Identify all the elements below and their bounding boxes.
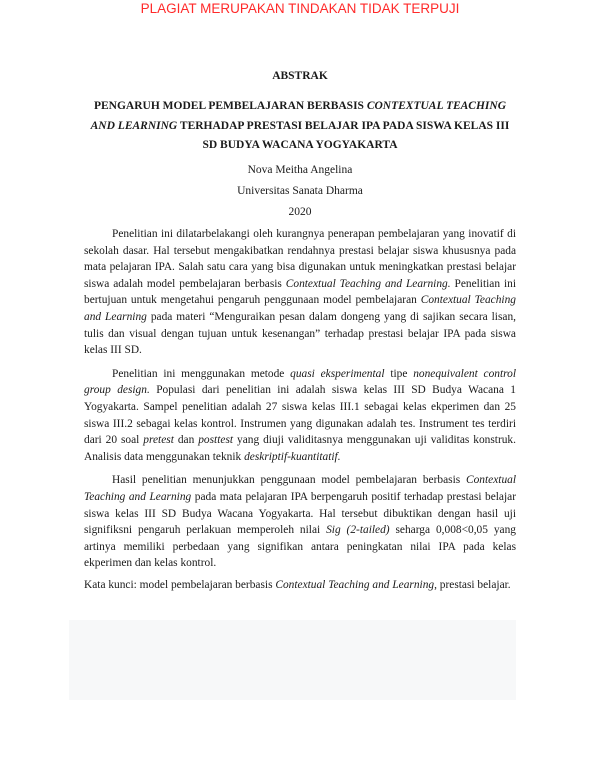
text: Yogyakarta. Sampel penelitian adalah 27 siswa kelas III.1 sebagai kelas ekperimen dan 25 [84, 400, 516, 413]
italic-text: Contextual Teaching [420, 294, 516, 307]
title-line-3: SD BUDYA WACANA YOGYAKARTA [202, 139, 398, 151]
keywords [84, 577, 516, 593]
text: seharga 0,008<0,05 yang [389, 524, 516, 537]
paragraph-line [84, 259, 516, 276]
thesis-title [0, 97, 600, 156]
text: yang diuji validitasnya menggunakan uji validitas konstruk. [233, 434, 516, 447]
abstract-body [84, 226, 516, 579]
paragraph-line [84, 366, 516, 383]
text: siswa III.2 sebagai kelas kontrol. Instrumen yang digunakan adalah tes. Instrument tes terdiri [84, 417, 516, 430]
text: kelas III SD. [84, 344, 142, 357]
title-text: TERHADAP PRESTASI BELAJAR IPA PADA SISWA KELAS III [177, 119, 510, 132]
text: Hasil penelitian menunjukkan penggunaan model pembelajaran berbasis [112, 474, 467, 487]
paragraph-line [84, 326, 516, 343]
italic-text: posttest [198, 434, 234, 447]
italic-text: Sig (2-tailed) [326, 524, 390, 537]
title-line-1 [0, 97, 600, 117]
text: pada materi “Menguraikan pesan dalam dongeng yang di sajikan secara lisan, [146, 310, 517, 323]
italic-text: and Learning [84, 310, 147, 323]
keywords-italic: Contextual Teaching and Learning [275, 579, 435, 591]
text: siswa kelas III SD Budya Wacana Yogyakarta. Hal tersebut dibuktikan dengan hasil uji [84, 507, 516, 520]
paragraph-line [84, 555, 516, 572]
italic-text: pretest [143, 434, 174, 447]
paragraph-line [84, 309, 516, 326]
paragraph-line [84, 449, 516, 466]
text: siswa adalah model pembelajaran berbasis [84, 277, 286, 290]
paragraph-line [84, 506, 516, 523]
abstract-paragraph [84, 472, 516, 572]
paragraph-line [84, 276, 516, 293]
italic-text: quasi eksperimental [290, 367, 385, 380]
paragraph-line [84, 539, 516, 556]
text: signifiksni pengaruh perlakuan memperoleh nilai [84, 524, 327, 537]
paragraph-line [84, 342, 516, 359]
text: bertujuan untuk mengetahui pengaruh penggunaan model pembelajaran [84, 294, 421, 307]
title-italic: AND LEARNING [90, 119, 178, 132]
abstract-heading: ABSTRAK [272, 70, 328, 82]
keywords-text: , prestasi belajar. [434, 579, 511, 591]
abstract-paragraph [84, 226, 516, 359]
paragraph-line [84, 432, 516, 449]
text: tulis dan visual dengan tujuan untuk kesenangan” terhadap prestasi belajar IPA pada siswa [84, 327, 516, 340]
text: mata pelajaran IPA. Salah satu cara yang bisa digunakan untuk meningkatkan prestasi belajar [84, 261, 516, 274]
paragraph-line [84, 489, 516, 506]
title-text: PENGARUH MODEL PEMBELAJARAN BERBASIS [93, 100, 367, 112]
text: ekperimen dan kelas kontrol. [84, 557, 217, 570]
text: dari 20 soal [84, 434, 144, 447]
italic-text: Teaching and Learning [84, 490, 192, 503]
paragraph-line [84, 416, 516, 433]
plagiarism-banner: PLAGIAT MERUPAKAN TINDAKAN TIDAK TERPUJI [140, 1, 460, 16]
italic-text: Contextual Teaching and Learning. [285, 277, 451, 290]
year: 2020 [288, 206, 312, 218]
italic-text: Contextual [466, 474, 516, 487]
paragraph-line [84, 382, 516, 399]
university-name: Universitas Sanata Dharma [237, 185, 363, 197]
title-italic: CONTEXTUAL TEACHING [366, 100, 507, 112]
placeholder-box [69, 620, 516, 700]
text: Analisis data menggunakan teknik [84, 450, 245, 463]
title-line-2 [0, 117, 600, 137]
keywords-text: Kata kunci: model pembelajaran berbasis [84, 579, 276, 591]
paragraph-line [84, 243, 516, 260]
paragraph-line [84, 399, 516, 416]
paragraph-line [84, 292, 516, 309]
paragraph-line [84, 226, 516, 243]
text: pada mata pelajaran IPA berpengaruh positif terhadap prestasi belajar [191, 490, 516, 503]
text: tipe [384, 367, 414, 380]
italic-text: deskriptif-kuantitatif. [244, 450, 341, 463]
text: Penelitian ini menggunakan metode [112, 367, 291, 380]
text: Penelitian ini dilatarbelakangi oleh kurangnya penerapan pembelajaran yang inovatif di [112, 228, 516, 240]
text: sekolah dasar. Hal tersebut mengakibatkan rendahnya prestasi belajar siswa khususnya pada [84, 244, 516, 257]
author-name: Nova Meitha Angelina [247, 164, 353, 176]
abstract-paragraph [84, 366, 516, 466]
paragraph-line [84, 522, 516, 539]
text: Penelitian ini [450, 277, 516, 290]
text: Populasi dari penelitian ini adalah siswa kelas III SD Budya Wacana 1 [149, 384, 516, 397]
text: artinya memiliki perbedaan yang signifikan antara peningkatan nilai IPA pada kelas [84, 540, 516, 553]
italic-text: group design. [84, 384, 150, 397]
paragraph-line [84, 472, 516, 489]
italic-text: nonequivalent control [413, 367, 517, 380]
text: dan [173, 434, 199, 447]
